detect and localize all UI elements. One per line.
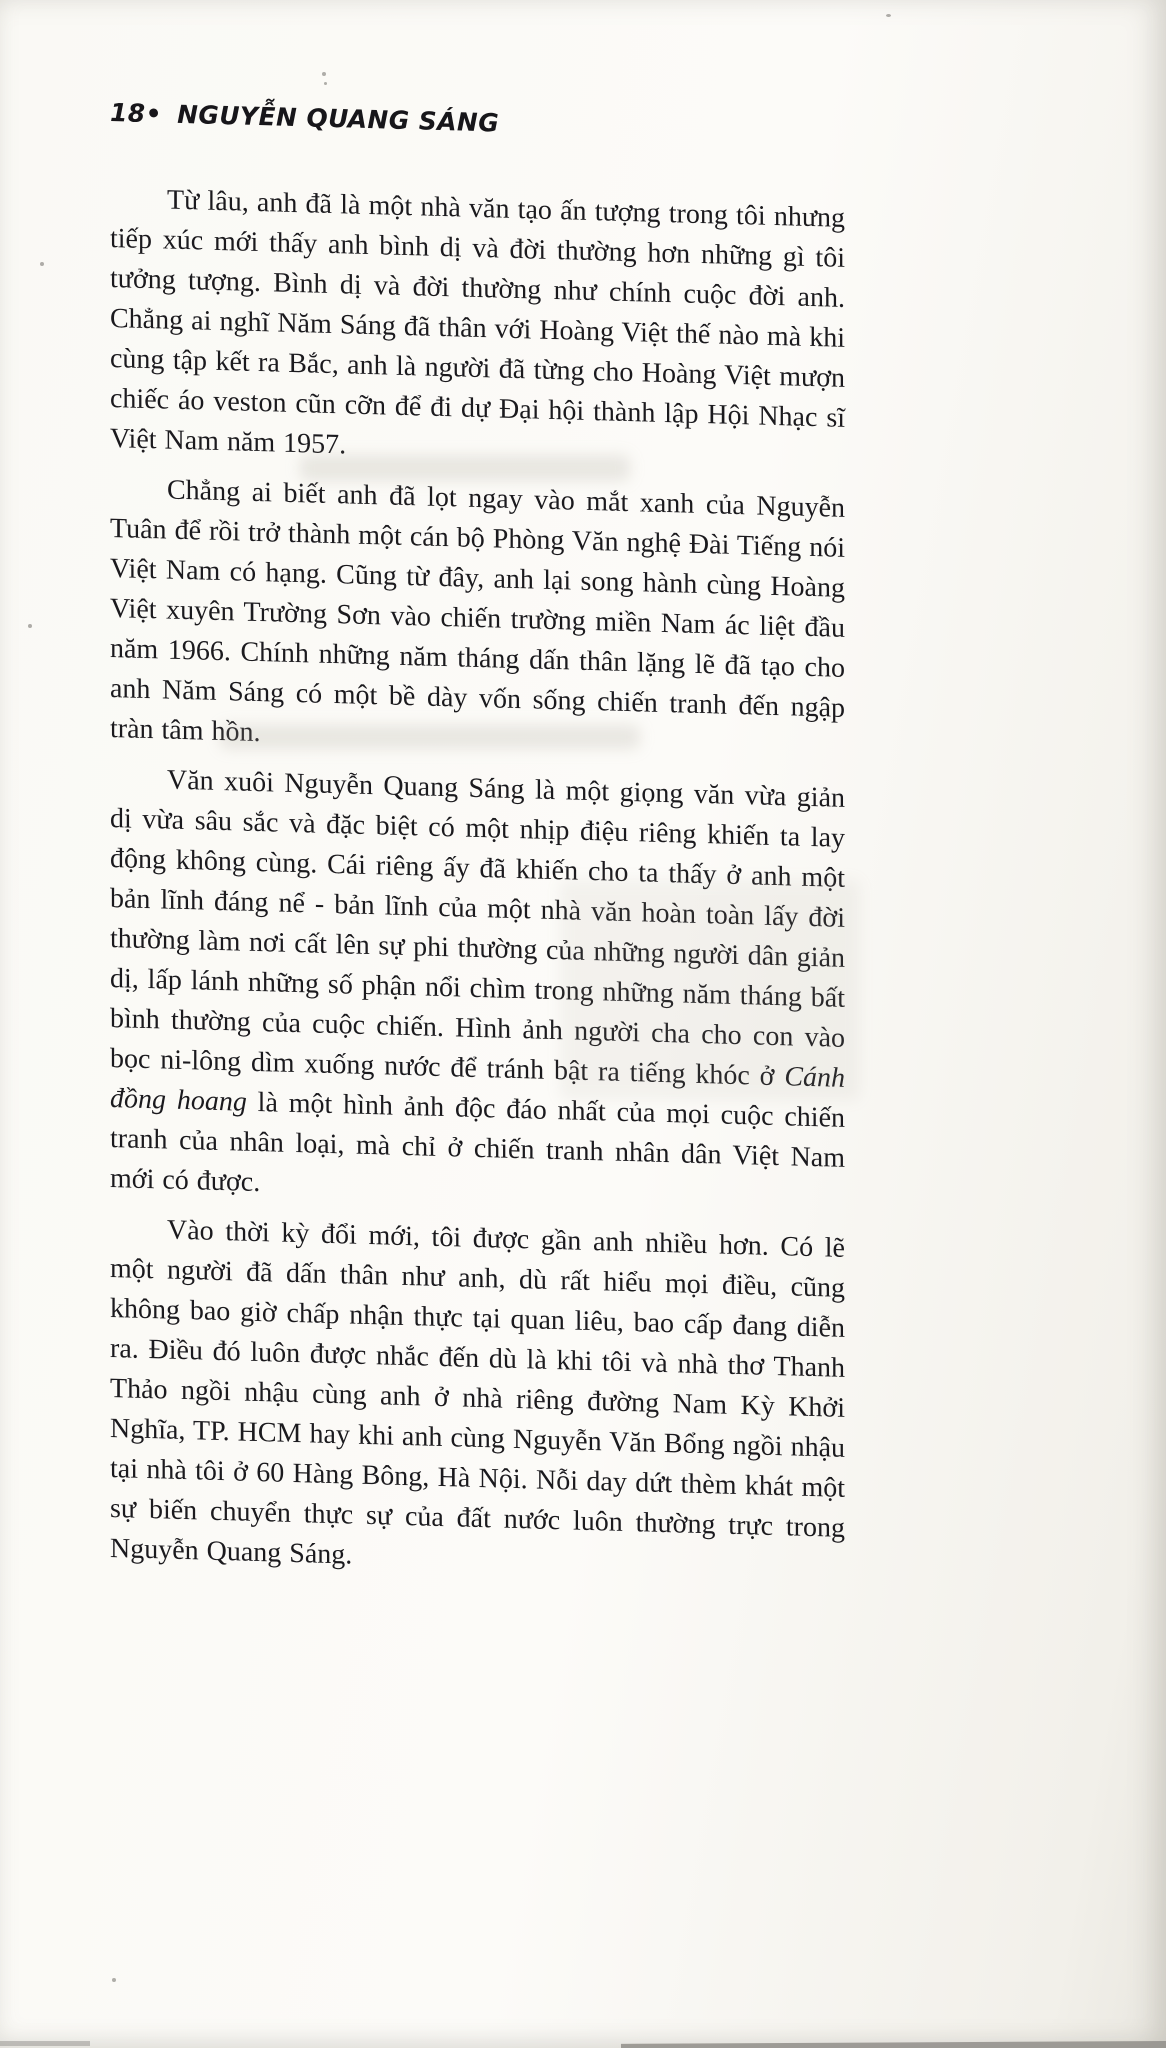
author-name: NGUYỄN QUANG SÁNG [177, 99, 500, 138]
scan-speck [28, 624, 32, 628]
scan-speck [112, 1978, 116, 1982]
show-through-smudge [300, 455, 630, 481]
scan-speck [324, 82, 327, 85]
scan-edge-strip-bottom-left [0, 2041, 90, 2046]
page-number: 18• [110, 98, 162, 129]
book-title-italic: Cánh đồng hoang [110, 1061, 845, 1118]
paragraph-3-pre: Văn xuôi Nguyễn Quang Sáng là một giọng văn vừa giản dị vừa sâu sắc và đặc biệt có một nhịp điệu riêng khiến ta lay động không cùng. Cái riêng ấy đã khiến cho ta thấy ở anh một bản lĩnh đáng nể - bản lĩnh của một nhà văn hoàn toàn lấy đời thường làm nơi cất lên sự phi thường của những người dân giản dị, lấp lánh những số phận nổi chìm trong những năm tháng bất bình thường của cuộc chiến. Hình ảnh người cha cho con vào bọc ni-lông dìm xuống nước để tránh bật ra tiếng khóc ở [110, 764, 845, 1093]
paragraph-1: Từ lâu, anh đã là một nhà văn tạo ấn tượng trong tôi nhưng tiếp xúc mới thấy anh bình dị và đời thường hơn những gì tôi tưởng tượng. Bình dị và đời thường như chính cuộc đời anh. Chẳng ai nghĩ Năm Sáng đã thân với Hoàng Việt thế nào mà khi cùng tập kết ra Bắc, anh là người đã từng cho Hoàng Việt mượn chiếc áo veston cũn cỡn để đi dự Đại hội thành lập Hội Nhạc sĩ Việt Nam năm 1957. [110, 184, 845, 461]
running-header [110, 98, 845, 147]
scan-speck [886, 14, 891, 17]
paragraph-2: Chẳng ai biết anh đã lọt ngay vào mắt xanh của Nguyễn Tuân để rồi trở thành một cán bộ Phòng Văn nghệ Đài Tiếng nói Việt Nam có hạng. Cũng từ đây, anh lại song hành cùng Hoàng Việt xuyên Trường Sơn vào chiến trường miền Nam ác liệt đầu năm 1966. Chính những năm tháng dấn thân lặng lẽ đã tạo cho anh Năm Sáng có một bề dày vốn sống chiến tranh đến ngập tràn tâm hồn. [110, 474, 845, 749]
show-through-smudge [220, 725, 640, 749]
paragraph-4: Vào thời kỳ đổi mới, tôi được gần anh nhiều hơn. Có lẽ một người đã dấn thân như anh, dù rất hiểu mọi điều, cũng không bao giờ chấp nhận thực tại quan liêu, bao cấp đang diễn ra. Điều đó luôn được nhắc đến dù là khi tôi và nhà thơ Thanh Thảo ngồi nhậu cùng anh ở nhà riêng đường Nam Kỳ Khởi Nghĩa, TP. HCM hay khi anh cùng Nguyễn Văn Bổng ngồi nhậu tại nhà tôi ở 60 Hàng Bông, Hà Nội. Nỗi day dứt thèm khát một sự biến chuyển thực sự của đất nước luôn thường trực trong Nguyễn Quang Sáng. [110, 1214, 845, 1571]
scan-speck [40, 262, 44, 266]
paragraph-3-post: là một hình ảnh độc đáo nhất của mọi cuộc chiến tranh của nhân loại, mà chỉ ở chiến tranh nhân dân Việt Nam mới có được. [110, 1086, 845, 1199]
page-content [110, 98, 845, 1599]
show-through-smudge [560, 880, 860, 1100]
scan-speck [322, 72, 326, 76]
scan-edge-strip-bottom-right [621, 2041, 1166, 2048]
